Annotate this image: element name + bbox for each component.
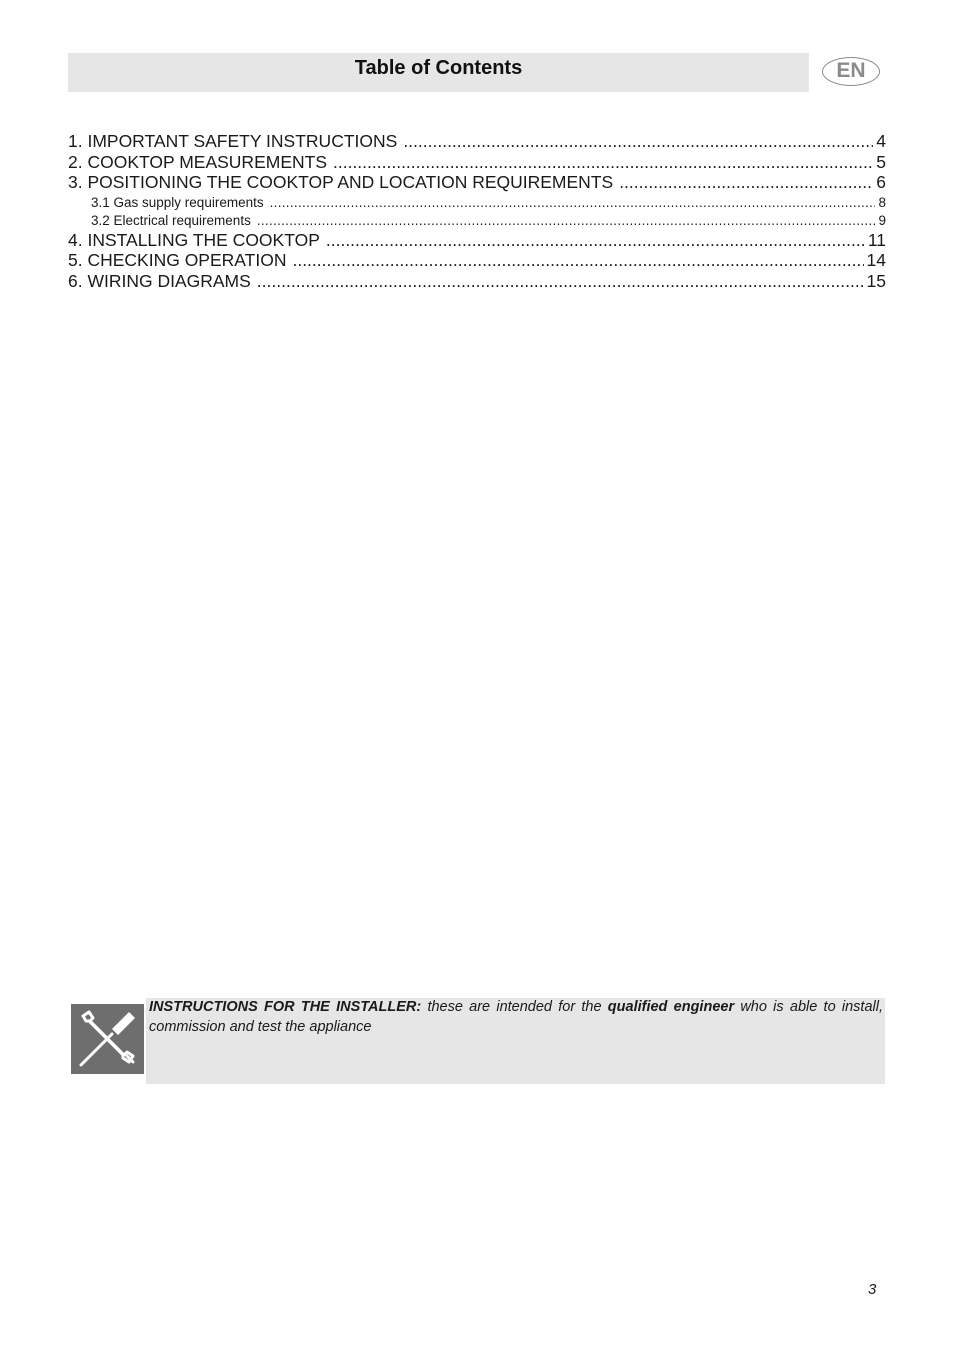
- toc-item-label: 1. IMPORTANT SAFETY INSTRUCTIONS: [68, 131, 398, 151]
- toc-leader-dots: [257, 271, 864, 292]
- toc-item-page: 9: [878, 212, 886, 228]
- toc-item-cooktop-measurements[interactable]: [68, 152, 886, 173]
- toc-item-page: 4: [876, 131, 886, 151]
- toc-leader-dots: [326, 230, 865, 251]
- installer-note-lead: INSTRUCTIONS FOR THE INSTALLER:: [149, 999, 422, 1015]
- toc-item-gas-supply[interactable]: [68, 194, 886, 212]
- installer-note-text-end: who is able to install, commission and test the appliance: [149, 999, 883, 1035]
- toc-leader-dots: [619, 172, 873, 193]
- toc-item-page: 11: [867, 229, 886, 250]
- wrench-screwdriver-icon: [71, 1004, 144, 1074]
- toc-item-label: 6. WIRING DIAGRAMS: [68, 270, 251, 291]
- toc-leader-dots: [333, 152, 873, 173]
- toc-item-label: 3.2 Electrical requirements: [91, 212, 251, 228]
- toc-item-positioning[interactable]: [68, 172, 886, 193]
- toc-item-label: 3. POSITIONING THE COOKTOP AND LOCATION REQUIREMENTS: [68, 172, 614, 192]
- toc-item-page: 15: [866, 270, 886, 291]
- toc-item-checking-operation[interactable]: [68, 250, 886, 271]
- language-badge: EN: [822, 57, 880, 86]
- toc-item-label: 3.1 Gas supply requirements: [91, 194, 264, 210]
- toc-leader-dots: [292, 250, 863, 271]
- toc-item-wiring-diagrams[interactable]: [68, 271, 886, 292]
- installer-note-text: these are intended for the: [421, 999, 608, 1015]
- toc-item-label: 2. COOKTOP MEASUREMENTS: [68, 151, 327, 172]
- toc-item-page: 14: [866, 250, 886, 270]
- toc-item-page: 5: [876, 151, 886, 172]
- toc-item-label: 5. CHECKING OPERATION: [68, 250, 287, 270]
- header-bar: [68, 53, 809, 92]
- toc-item-safety-instructions[interactable]: [68, 131, 886, 152]
- toc-leader-dots: [270, 194, 876, 212]
- toc-item-page: 8: [878, 194, 886, 210]
- toc-item-installing[interactable]: [68, 230, 886, 251]
- toc-item-electrical[interactable]: [68, 212, 886, 230]
- table-of-contents: [68, 131, 886, 291]
- installer-note: [146, 998, 885, 1084]
- toc-item-page: 6: [876, 172, 886, 192]
- toc-leader-dots: [403, 131, 873, 152]
- installer-note-emphasis: qualified engineer: [607, 999, 735, 1015]
- toc-leader-dots: [257, 212, 876, 230]
- page-title: Table of Contents: [354, 57, 523, 79]
- page-number: 3: [868, 1281, 877, 1298]
- toc-item-label: 4. INSTALLING THE COOKTOP: [68, 229, 320, 250]
